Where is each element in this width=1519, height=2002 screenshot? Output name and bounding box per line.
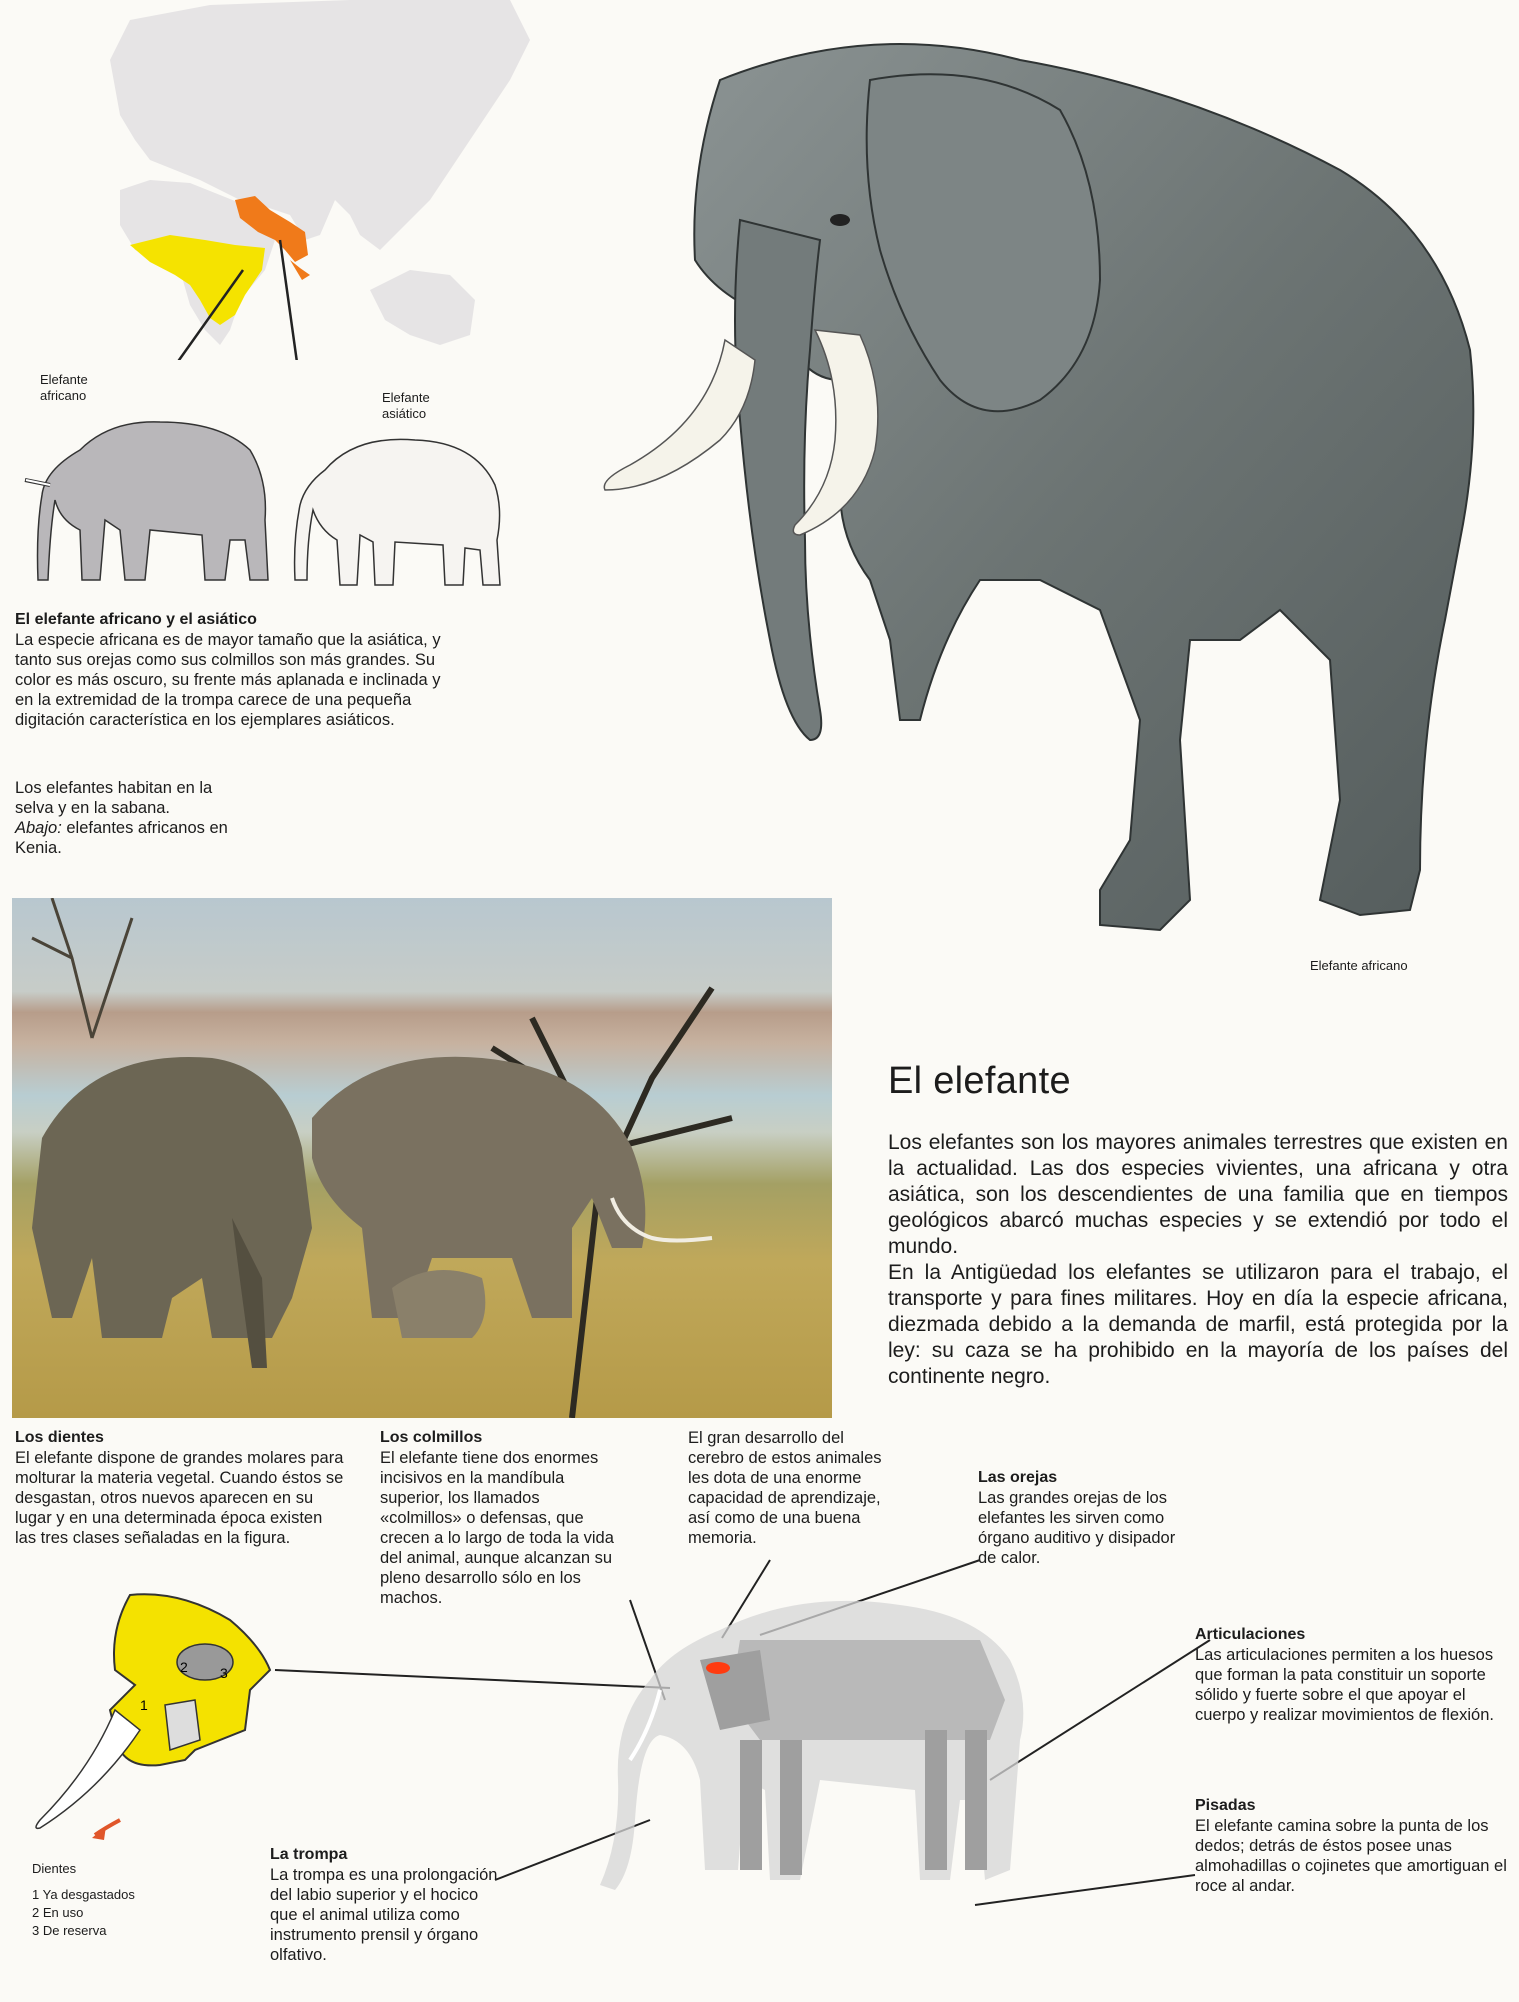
colmillos-text: El elefante tiene dos enormes incisivos en la mandíbula superior, los llamados «colmillos» o defensas, que crecen a lo largo de toda la vida del animal, aunque alcanzan su pleno desarrollo sólo en los machos. [380, 1449, 614, 1607]
abajo-text: elefantes africanos en Kenia. [15, 819, 228, 857]
cerebro-text: El gran desarrollo del cerebro de estos animales les dota de una enorme capacidad de aprendizaje, así como de una buena memoria. [688, 1429, 882, 1547]
skull-legend-item-1: 1 Ya desgastados [32, 1887, 135, 1902]
orejas-text: Las grandes orejas de los elefantes les sirven como órgano auditivo y disipador de calor. [978, 1489, 1176, 1567]
label-african-map: Elefante africano [40, 372, 88, 403]
dientes-text: El elefante dispone de grandes molares para molturar la materia vegetal. Cuando éstos se desgastan, otros nuevos aparecen en su lugar y en una determinada época existen las tres clases señaladas en la figura. [15, 1449, 344, 1547]
habitat-caption [15, 778, 255, 858]
kenya-elephants-photo [12, 898, 832, 1418]
label-asian-map: Elefante asiático [382, 390, 430, 421]
african-elephant-illustration [540, 20, 1510, 970]
trompa-title: La trompa [270, 1846, 348, 1863]
comparison-text: La especie africana es de mayor tamaño que la asiática, y tanto sus orejas como sus colmillos son más grandes. Su color es más oscuro, su frente más aplanada e inclinada y en la extremidad de la trompa carece de una pequeña digitación característica en los ejemplares asiáticos. [15, 631, 441, 729]
dientes-title: Los dientes [15, 1429, 104, 1446]
african-elephant-drawing [20, 410, 270, 590]
illustration-caption: Elefante africano [1310, 958, 1408, 973]
asian-elephant-drawing [285, 430, 505, 595]
orejas-title: Las orejas [978, 1469, 1058, 1486]
comparison-title: El elefante africano y el asiático [15, 611, 257, 628]
article-paragraph-1: Los elefantes son los mayores animales terrestres que existen en la actualidad. Las dos especies vivientes, una africana y otra asiática, son los descendientes de una familia que en tiempos geológicos abarcó muchas especies y se extendió por todo el mundo. [888, 1131, 1508, 1258]
trompa-text: La trompa es una prolongación del labio superior y el hocico que el animal utiliza como instrumento prensil y órgano olfativo. [270, 1866, 498, 1964]
article-title: El elefante [888, 1060, 1071, 1102]
skull-legend-title: Dientes [32, 1861, 77, 1876]
pisadas-text: El elefante camina sobre la punta de los dedos; detrás de éstos posee unas almohadillas o cojinetes que amortiguan el roce al andar. [1195, 1817, 1507, 1895]
colmillos-title: Los colmillos [380, 1429, 483, 1446]
skull-num-1: 1 [140, 1697, 148, 1713]
habitat-line: Los elefantes habitan en la selva y en la sabana. [15, 779, 213, 817]
article-paragraph-2: En la Antigüedad los elefantes se utilizaron para el trabajo, el transporte y para fines militares. Hoy en día la especie africana, diezmada debido a la demanda de marfil, está protegida por la ley: su caza se ha prohibido en la mayoría de los países del continente negro. [888, 1261, 1508, 1388]
article-body [888, 1130, 1508, 1390]
articulaciones-text: Las articulaciones permiten a los huesos que forman la pata constituir un soporte sólido y fuerte sobre el que apoyar el cuerpo y realizar movimientos de flexión. [1195, 1646, 1494, 1724]
range-map [90, 0, 530, 360]
skull-legend-item-3: 3 De reserva [32, 1923, 107, 1938]
skull-legend-item-2: 2 En uso [32, 1905, 84, 1920]
pisadas-title: Pisadas [1195, 1797, 1256, 1814]
skull-num-2: 2 [180, 1659, 188, 1675]
articulaciones-title: Articulaciones [1195, 1626, 1306, 1643]
abajo-label: Abajo: [15, 819, 62, 837]
skull-num-3: 3 [220, 1665, 228, 1681]
skeleton-diagram [0, 1400, 1519, 2000]
